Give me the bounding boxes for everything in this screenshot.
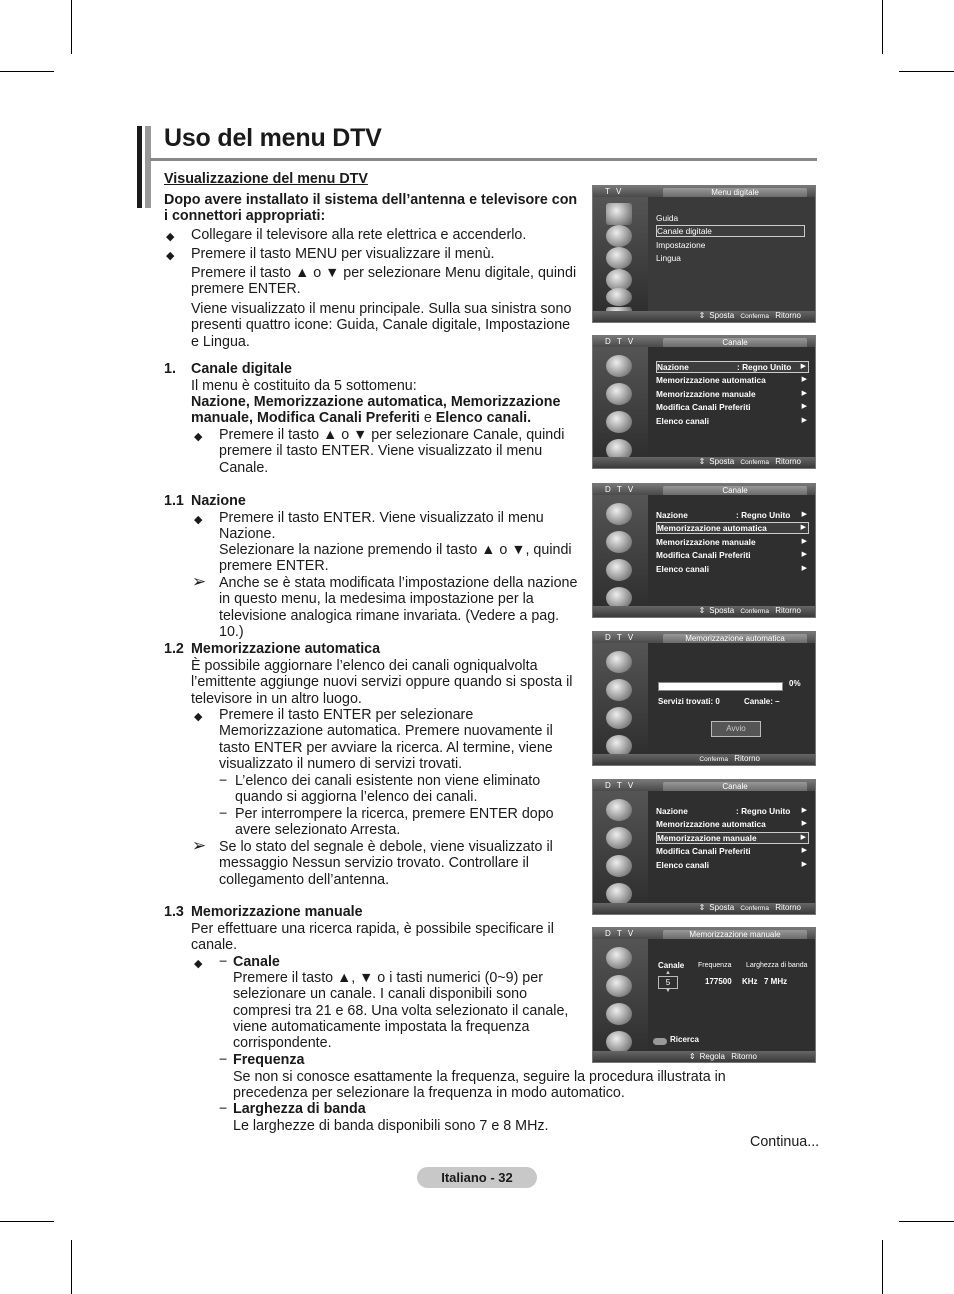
screen-tag: D T V — [605, 337, 636, 346]
section-text: Premere il tasto ENTER per selezionare Memorizzazione automatica. Premere nuovamente il tasto ENTER per avviare la ricerca. Al termine, viene visualizzato il numero di servizi trovati. — [219, 707, 553, 772]
title-accent-bar — [137, 126, 142, 208]
guide-icon — [606, 503, 632, 525]
menu-item[interactable]: Lingua — [656, 253, 681, 263]
current-channel: Canale: – — [744, 697, 780, 706]
picture-icon — [606, 203, 632, 225]
screen-hints: ⇕ Sposta Conferma Ritorno — [698, 311, 801, 320]
submenu-name: Memorizzazione automatica — [253, 394, 443, 410]
screen-menu-title: Canale — [663, 338, 807, 348]
guide-icon — [606, 947, 632, 969]
dtv-screen-auto-store — [592, 631, 816, 766]
menu-item[interactable]: Memorizzazione automatica ▶ — [656, 375, 807, 385]
page-title: Uso del menu DTV — [164, 124, 382, 152]
section-text: Premere il tasto ▲ o ▼ per selezionare Canale, quindi premere il tasto ENTER. Viene visualizzato il menu Canale. — [219, 427, 565, 476]
menu-item[interactable]: Nazione : Regno Unito ▶ — [656, 806, 807, 816]
column-label: Canale — [658, 961, 685, 970]
menu-item[interactable]: Elenco canali ▶ — [656, 860, 807, 870]
section-heading: Nazione — [191, 493, 246, 509]
crop-mark — [71, 0, 72, 54]
search-label[interactable]: Ricerca — [670, 1035, 699, 1044]
bandwidth-value: 7 MHz — [764, 977, 788, 986]
dtv-screen-canale — [592, 779, 816, 915]
language-icon — [606, 883, 632, 905]
section-text: Le larghezze di banda disponibili sono 7 e 8 MHz. — [233, 1118, 549, 1134]
screen-menu-title: Menu digitale — [663, 188, 807, 198]
note-arrow-icon: ➢ — [192, 572, 207, 591]
channel-icon — [606, 679, 632, 701]
screen-hints: ⇕ Sposta Conferma Ritorno — [698, 606, 801, 615]
section-text: Il menu è costituito da 5 sottomenu: — [191, 378, 417, 394]
setup-icon — [606, 707, 632, 729]
column-label: Larghezza di banda — [746, 962, 808, 969]
screen-hints: ⇕ Sposta Conferma Ritorno — [698, 903, 801, 912]
menu-item[interactable]: Modifica Canali Preferiti ▶ — [656, 846, 807, 856]
crop-mark — [899, 1221, 954, 1222]
crop-mark — [71, 1240, 72, 1294]
title-rule — [150, 158, 817, 161]
section-number: 1.2 — [164, 641, 184, 657]
item-heading: Larghezza di banda — [233, 1101, 366, 1117]
screen-menu-title: Memorizzazione manuale — [663, 930, 807, 940]
frequency-value: 177500 — [705, 977, 732, 986]
note-arrow-icon: ➢ — [192, 836, 207, 855]
channel-icon — [606, 383, 632, 405]
bullet-icon: ◆ — [194, 431, 203, 443]
menu-item[interactable]: Memorizzazione manuale ▶ — [656, 389, 807, 399]
start-button[interactable]: Avvio — [711, 721, 761, 737]
menu-item[interactable]: Nazione : Regno Unito ▶ — [656, 510, 807, 520]
screen-tag: D T V — [605, 781, 636, 790]
guide-icon — [606, 799, 632, 821]
channel-icon — [606, 975, 632, 997]
title-accent-bar — [145, 126, 151, 208]
services-found: Servizi trovati: 0 — [658, 697, 720, 706]
menu-item-selected[interactable]: Memorizzazione automatica ▶ — [656, 522, 809, 534]
crop-mark — [882, 0, 883, 54]
progress-percent: 0% — [789, 679, 801, 688]
submenu-list: Nazione, Memorizzazione automatica, Memorizzazione manuale, Modifica Canali Preferiti e Elenco canali. — [191, 394, 561, 427]
screen-menu-title: Canale — [663, 782, 807, 792]
guide-icon — [606, 651, 632, 673]
menu-item[interactable]: Guida — [656, 213, 679, 223]
submenu-name: Nazione — [191, 394, 246, 410]
submenu-name: Memorizzazione manuale — [191, 394, 561, 427]
column-label: Frequenza — [698, 962, 732, 969]
guide-icon — [606, 355, 632, 377]
setup-icon — [606, 411, 632, 433]
bullet-icon: ◆ — [194, 711, 203, 723]
menu-item[interactable]: Elenco canali ▶ — [656, 564, 807, 574]
arrow-down-icon: ▼ — [665, 988, 671, 994]
screen-tag: D T V — [605, 633, 636, 642]
screen-menu-title: Canale — [663, 486, 807, 496]
section-number: 1.1 — [164, 493, 184, 509]
screen-tag: D T V — [605, 929, 636, 938]
crop-mark — [0, 71, 54, 72]
crop-mark — [899, 71, 954, 72]
section-text: Selezionare la nazione premendo il tasto ▲ o ▼, quindi premere ENTER. — [219, 542, 572, 575]
frequency-unit: KHz — [742, 977, 758, 986]
crop-mark — [882, 1240, 883, 1294]
screen-hints: ⇕ Regola Ritorno — [688, 1052, 757, 1061]
channel-input[interactable]: 5 — [658, 976, 678, 989]
screen-hints: ⇕ Sposta Conferma Ritorno — [698, 457, 801, 466]
menu-item-selected[interactable]: Memorizzazione manuale ▶ — [656, 832, 809, 844]
section-text: Se non si conosce esattamente la frequenza, seguire la procedura illustrata in precedenza per selezionare la frequenza in modo automatico. — [233, 1069, 726, 1102]
intro-bullet: Collegare il televisore alla rete elettrica e accenderlo. — [191, 227, 527, 243]
menu-item[interactable]: Memorizzazione automatica ▶ — [656, 819, 807, 829]
intro-bullet: Viene visualizzato il menu principale. Sulla sua sinistra sono presenti quattro icone: Guida, Canale digitale, Impostazione e Lingua. — [191, 301, 572, 350]
dtv-screen-canale — [592, 335, 816, 469]
section-text: Per effettuare una ricerca rapida, è possibile specificare il canale. — [191, 921, 554, 954]
section-text: Premere il tasto ENTER. Viene visualizzato il menu Nazione. — [219, 510, 544, 543]
section-heading: Canale digitale — [191, 361, 292, 377]
screen-menu-title: Memorizzazione automatica — [663, 634, 807, 644]
section-text: L’elenco dei canali esistente non viene eliminato quando si aggiorna l’elenco dei canali. — [235, 773, 541, 806]
setup-icon — [606, 559, 632, 581]
menu-item[interactable]: Impostazione — [656, 240, 706, 250]
dash-icon: − — [219, 954, 228, 970]
red-button-icon — [653, 1038, 667, 1045]
dash-icon: − — [219, 806, 228, 822]
sound-icon — [606, 225, 632, 247]
arrow-up-icon: ▲ — [665, 970, 671, 976]
submenu-name: Modifica Canali Preferiti — [256, 410, 420, 427]
section-text: Per interrompere la ricerca, premere ENTER dopo avere selezionato Arresta. — [235, 806, 554, 839]
bullet-icon: ◆ — [166, 231, 175, 243]
menu-item-selected[interactable]: Nazione : Regno Unito ▶ — [656, 361, 809, 373]
continue-label: Continua... — [750, 1134, 820, 1150]
progress-bar — [658, 682, 783, 691]
dash-icon: − — [219, 1052, 228, 1068]
setup-icon — [606, 1003, 632, 1025]
dtv-screen-manual-store — [592, 927, 816, 1063]
section-heading: Memorizzazione automatica — [191, 641, 381, 657]
language-icon — [606, 1031, 632, 1053]
section-number: 1. — [164, 361, 176, 377]
bullet-icon: ◆ — [166, 250, 175, 262]
section-text: Premere il tasto ▲, ▼ o i tasti numerici (0~9) per selezionare un canale. I canali disponibili sono compresi tra 21 e 68. Una volta selezionato il canale, viene automaticamente impostata la frequenza corrispondente. — [233, 970, 569, 1052]
channel-icon — [606, 247, 632, 269]
screen-hints: Conferma Ritorno — [699, 754, 760, 763]
crop-mark — [0, 1221, 54, 1222]
section-number: 1.3 — [164, 904, 184, 920]
menu-item[interactable]: Modifica Canali Preferiti ▶ — [656, 550, 807, 560]
submenu-name: Elenco canali — [435, 410, 528, 427]
section-heading: Memorizzazione manuale — [191, 904, 363, 920]
section-text: È possibile aggiornare l’elenco dei canali ogniqualvolta l’emittente aggiunge nuovi servizi oppure quando si sposta il televisore in un altro luogo. — [191, 658, 573, 707]
menu-item[interactable]: Modifica Canali Preferiti ▶ — [656, 402, 807, 412]
menu-item[interactable]: Memorizzazione manuale ▶ — [656, 537, 807, 547]
intro-text: Dopo avere installato il sistema dell’antenna e televisore con i connettori appropriati: — [164, 192, 578, 225]
dash-icon: − — [219, 1101, 228, 1117]
channel-icon — [606, 531, 632, 553]
setup-icon — [606, 855, 632, 877]
input-icon — [606, 288, 632, 306]
channel-icon — [606, 827, 632, 849]
intro-bullet: Premere il tasto MENU per visualizzare il menù. — [191, 246, 495, 262]
tv-screen-menu-digitale — [592, 185, 816, 323]
item-heading: Canale — [233, 954, 280, 970]
note-text: Se lo stato del segnale è debole, viene visualizzato il messaggio Nessun servizio trovato. Controllare il collegamento dell’antenna. — [219, 839, 553, 888]
menu-item[interactable]: Elenco canali ▶ — [656, 416, 807, 426]
bullet-icon: ◆ — [194, 514, 203, 526]
menu-item-selected[interactable]: Canale digitale — [656, 225, 805, 237]
section-title: Visualizzazione del menu DTV — [164, 171, 368, 187]
note-text: Anche se è stata modificata l’impostazione della nazione in questo menu, la medesima impostazione per la televisione analogica rimane invariata. (Vedere a pag. 10.) — [219, 575, 578, 640]
screen-tag: T V — [605, 187, 624, 196]
intro-bullet: Premere il tasto ▲ o ▼ per selezionare Menu digitale, quindi premere ENTER. — [191, 265, 577, 298]
bullet-icon: ◆ — [194, 958, 203, 970]
screen-tag: D T V — [605, 485, 636, 494]
item-heading: Frequenza — [233, 1052, 305, 1068]
dtv-screen-canale — [592, 483, 816, 618]
page-number: Italiano - 32 — [417, 1167, 537, 1188]
dash-icon: − — [219, 773, 228, 789]
